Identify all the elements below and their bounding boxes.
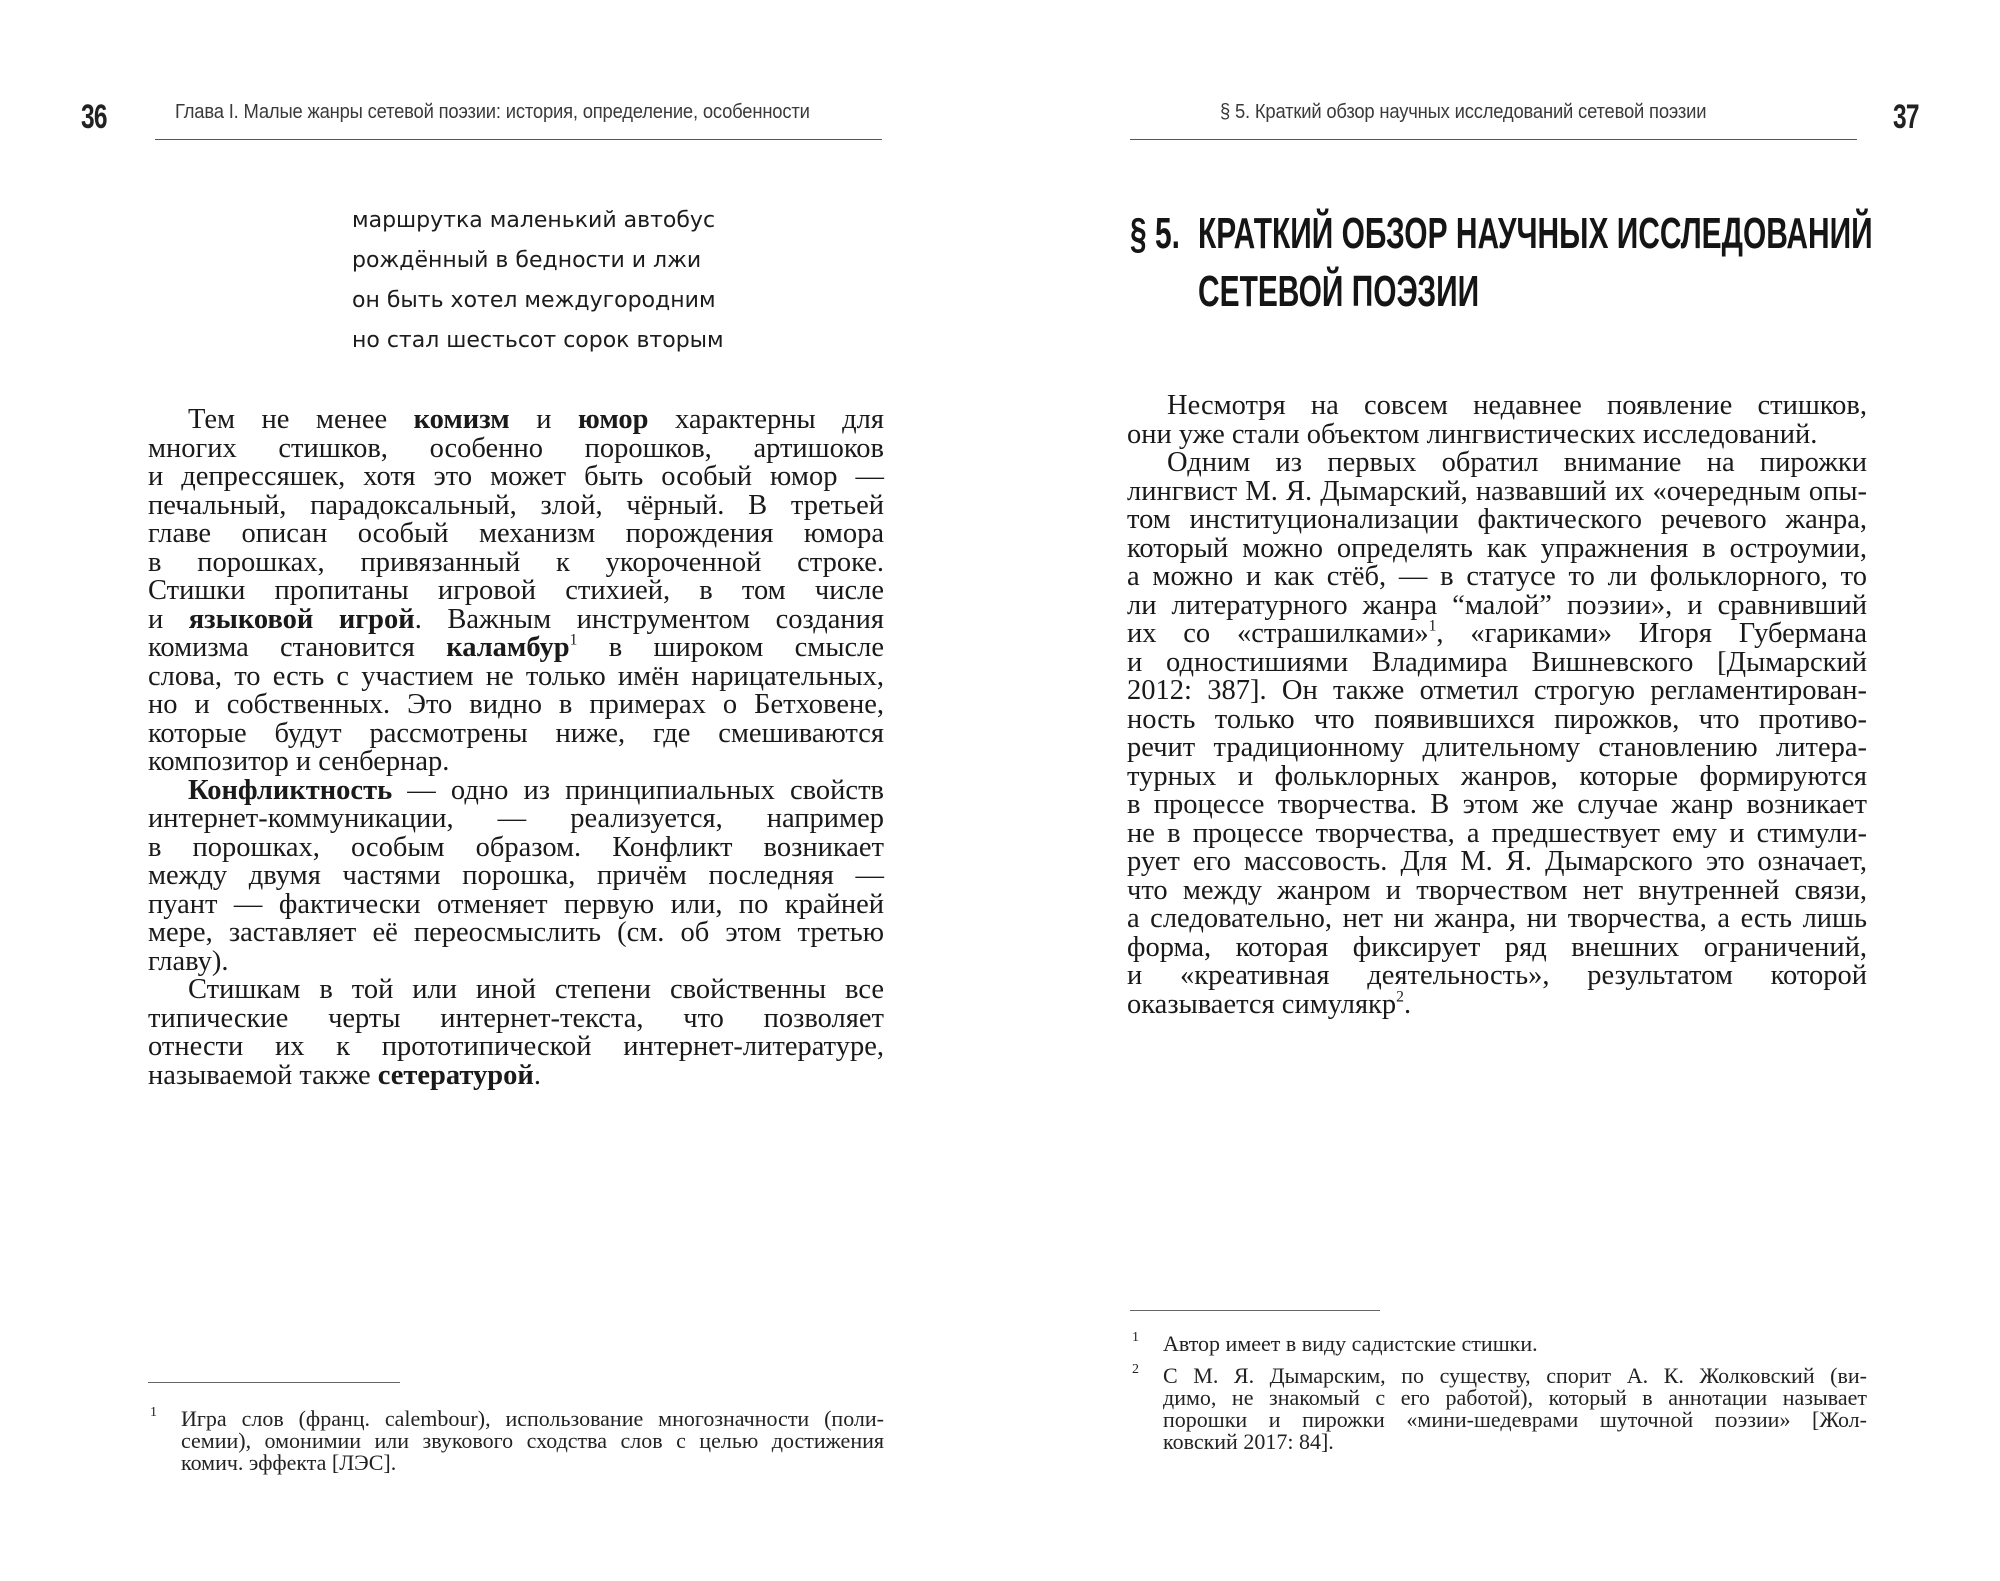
text-run: форма, которая фиксирует ряд внешних ограничений, [1127,931,1867,963]
text-run: многих стишков, особенно порошков, артишоков [148,432,884,464]
text-run: , «гариками» Игоря Губермана [1436,618,1867,649]
text-line [1127,956,1867,991]
text-line [148,828,884,863]
header-divider [155,139,882,140]
text-run: . [533,1059,541,1091]
text-run: Стишкам в той или иной степени свойственны все [188,974,884,1005]
text-run: Одним из первых обратил внимание на пирожки [1167,447,1867,478]
section-heading [1130,205,1873,321]
footnote-ref[interactable]: 1 [1428,617,1437,635]
text-line [1127,785,1867,820]
text-line [1127,386,1867,421]
text-line [1127,443,1867,478]
text-run: . Важным инструментом создания [414,603,884,635]
bold-term: комизм [413,404,510,435]
section-number: § 5. [1130,209,1180,258]
text-line [148,600,884,635]
text-line [1127,614,1867,649]
text-run: печальный, парадоксальный, злой, чёрный. В третьей [148,489,884,521]
text-line [1127,814,1867,849]
text-line [148,400,884,435]
text-run: пуант — фактически отменяет первую или, по крайней [148,888,884,920]
text-run: не в процессе творчества, а предшествует ему и стимули- [1127,817,1867,849]
text-run: характерны для [648,404,884,435]
text-line [1127,871,1867,906]
footnote-mark: 1 [150,1405,157,1420]
text-run: в порошках, привязанный к укороченной строке. [148,546,884,578]
footnote-line: С М. Я. Дымарским, по существу, спорит А. К. Жолковский (ви- [1163,1363,1867,1388]
text-run: слова, то есть с участием не только имён нарицательных, [148,660,884,692]
text-line [1127,671,1867,706]
text-run: том институционализации фактического речевого жанра, [1127,504,1867,535]
footnote-line: порошки и пирожки «мини-шедеврами шуточной поэзии» [Жол- [1163,1407,1867,1432]
text-line [1127,500,1867,535]
footnote [1130,1328,1867,1356]
text-line [148,571,884,606]
footnotes [148,1402,884,1478]
text-run: комизма становится [148,632,447,663]
text-run: — одно из принципиальных свойств [392,774,884,806]
text-line [148,999,884,1034]
poem [352,201,724,361]
text-run: называемой также [148,1059,378,1091]
text-run: Несмотря на совсем недавнее появление стишков, [1167,390,1867,421]
footnote-line: Автор имеет в виду садистские стишки. [1163,1331,1538,1356]
bold-term: каламбур [446,632,570,663]
body-text [1127,386,1867,1020]
bold-term: Конфликтность [188,774,393,806]
text-line [1127,415,1867,450]
text-line [148,685,884,720]
text-run: между двумя частями порошка, причём последняя — [148,860,884,891]
text-line [148,628,884,663]
right-page [1000,0,2000,1581]
text-line [1127,899,1867,934]
text-run: ность только что появившихся пирожков, что противо- [1127,703,1867,735]
text-line [148,885,884,920]
text-run: и одностишиями Владимира Вишневского [Дымарский [1127,646,1867,678]
text-line [148,543,884,578]
text-run: они уже стали объектом лингвистических исследований. [1127,418,1818,450]
text-line [1127,928,1867,963]
poem-line: рождённый в бедности и лжи [352,248,702,273]
text-run: а следовательно, нет ни жанра, ни творчества, а есть лишь [1127,903,1867,934]
footnote-line: комич. эффекта [ЛЭС]. [181,1450,397,1475]
footnote-ref[interactable]: 1 [569,631,578,649]
text-line [1127,557,1867,592]
text-run: и [509,404,578,435]
footnote-divider [148,1382,400,1383]
text-line [148,457,884,492]
text-run: композитор и сенбернар. [148,746,450,777]
text-run: и [148,603,189,635]
text-line [148,429,884,464]
text-run: в широком смысле [577,632,884,663]
text-line [148,970,884,1005]
text-line [1127,728,1867,763]
text-run: рует его массовость. Для М. Я. Дымарского это означает, [1127,846,1867,877]
text-run: речит традиционному длительному становлению литера- [1127,732,1867,763]
text-run: в процессе творчества. В этом же случае жанр возникает [1127,789,1867,820]
footnote-line: димо, не знакомый с его работой), который в аннотации называет [1163,1385,1867,1410]
running-head: § 5. Краткий обзор научных исследований сетевой поэзии [1220,101,1707,123]
text-run: 2012: 387]. Он также отметил строгую регламентирован- [1127,675,1867,706]
text-run: и «креативная деятельность», результатом которой [1127,960,1867,991]
text-line [1127,842,1867,877]
text-line [148,771,884,806]
text-run: . [1403,988,1412,1020]
section-title-line-2: СЕТЕВОЙ ПОЭЗИИ [1198,267,1480,316]
text-line [1127,643,1867,678]
text-run: интернет-коммуникации, — реализуется, например [148,803,884,834]
bold-term: языковой игрой [188,603,415,635]
text-run: которые будут рассмотрены ниже, где смешиваются [148,717,884,749]
footnote-mark: 1 [1132,1330,1139,1345]
text-line [148,856,884,891]
footnote-divider [1130,1310,1380,1311]
footnote [1130,1360,1867,1454]
footnote-line: ковский 2017: 84]. [1163,1429,1334,1454]
footnote [148,1402,884,1475]
text-run: типические черты интернет-текста, что позволяет [148,1002,884,1034]
text-run: их со «страшилками» [1127,618,1429,649]
text-run: но и собственных. Это видно в примерах о Бетховене, [148,689,884,720]
text-run: который можно определять как упражнения в остроумии, [1127,532,1867,564]
page-number: 36 [81,98,107,136]
poem-line: маршрутка маленький автобус [352,208,716,233]
text-run: Стишки пропитаны игровой стихией, в том числе [148,575,884,606]
text-line [148,913,884,948]
bold-term: юмор [577,404,649,435]
footnote-line: Игра слов (франц. calembour), использование многозначности (поли- [181,1406,884,1431]
page-number: 37 [1893,98,1919,136]
footnotes [1130,1328,1867,1458]
text-line [148,514,884,549]
text-run: лингвист М. Я. Дымарский, назвавший их «очередным опы- [1127,475,1867,507]
body-text [148,400,884,1091]
text-run: мере, заставляет её переосмыслить (см. об этом третью [148,917,884,948]
text-run: турных и фольклорных жанров, которые формируются [1127,760,1867,792]
text-run: главу). [148,945,229,977]
text-line [148,714,884,749]
running-head: Глава I. Малые жанры сетевой поэзии: история, определение, особенности [175,101,810,123]
text-line [148,1027,884,1062]
text-run: Тем не менее [188,404,414,435]
footnote-ref[interactable]: 2 [1396,987,1404,1005]
text-line [148,799,884,834]
text-run: и депрессяшек, хотя это может быть особый юмор — [148,461,884,492]
text-run: а можно и как стёб, — в статусе то ли фольклорного, то [1127,561,1867,592]
text-line [148,657,884,692]
text-run: отнести их к прототипической интернет-литературе, [148,1031,884,1062]
footnote-line: семии), омонимии или звукового сходства слов с целью достижения [181,1428,884,1453]
text-line [1127,529,1867,564]
text-line [1127,757,1867,792]
section-title-line-1: КРАТКИЙ ОБЗОР НАУЧНЫХ ИССЛЕДОВАНИЙ [1198,209,1873,258]
poem-line: но стал шестьсот сорок вторым [352,328,724,353]
poem-line: он быть хотел междугородним [352,288,716,313]
text-line [1127,472,1867,507]
text-run: оказывается симулякр [1127,988,1397,1020]
text-run: ли литературного жанра “малой” поэзии», и сравнивший [1127,589,1867,621]
text-line [148,486,884,521]
text-line [1127,700,1867,735]
text-run: что между жанром и творчеством нет внутренней связи, [1127,874,1867,906]
header-divider [1130,139,1857,140]
bold-term: сетературой [377,1059,534,1091]
text-run: главе описан особый механизм порождения юмора [148,518,884,549]
text-run: в порошках, особым образом. Конфликт возникает [148,831,884,863]
footnote-mark: 2 [1132,1362,1139,1377]
text-line [1127,586,1867,621]
